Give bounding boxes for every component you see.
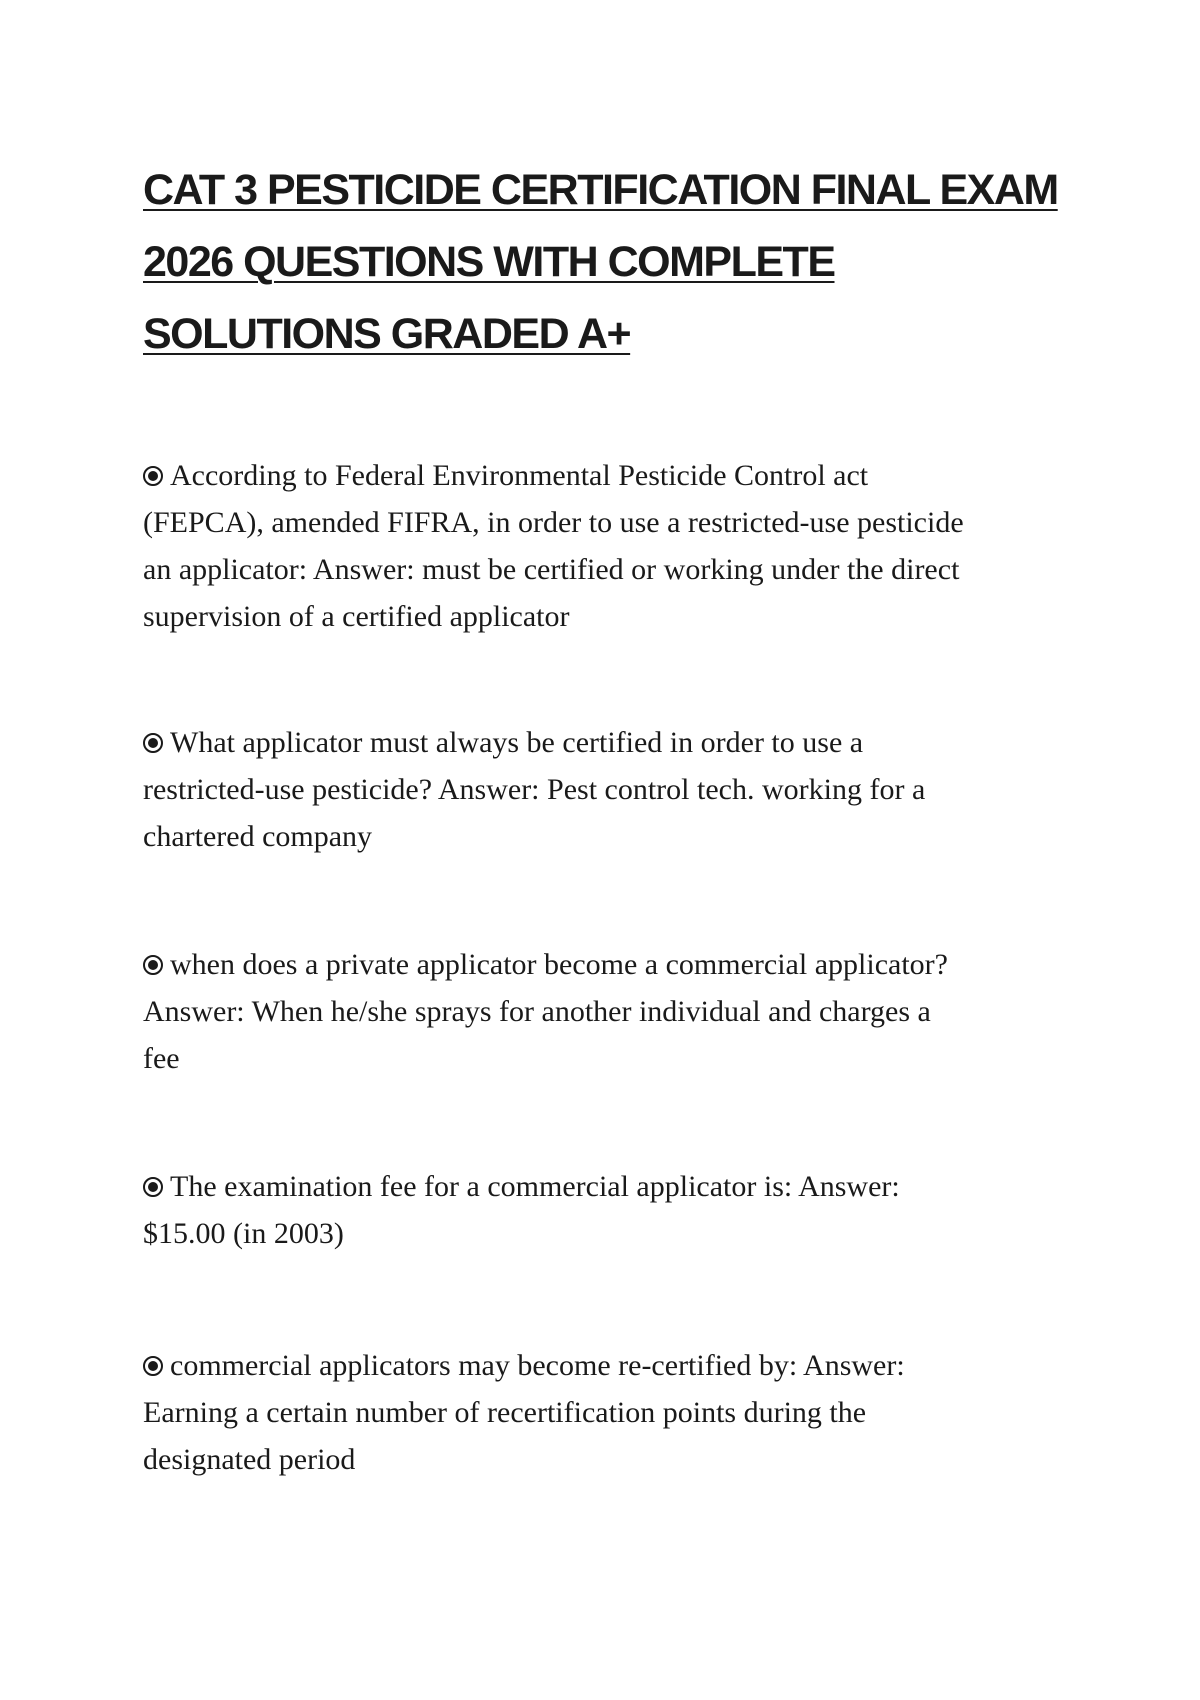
radio-bullet-icon [143,1356,163,1376]
qa-line: fee [143,1042,180,1075]
qa-line: restricted-use pesticide? Answer: Pest control tech. working for a [143,773,926,806]
qa-text: According to Federal Environmental Pesticide Control act [170,459,869,492]
question-answer-item [143,1342,1083,1483]
title-line: SOLUTIONS GRADED A+ [143,310,631,358]
question-answer-item [143,719,1083,860]
qa-line: $15.00 (in 2003) [143,1217,344,1250]
radio-bullet-icon [143,955,163,975]
qa-line: (FEPCA), amended FIFRA, in order to use a restricted-use pesticide [143,506,964,539]
title-line: CAT 3 PESTICIDE CERTIFICATION FINAL EXAM [143,166,1058,214]
qa-line: supervision of a certified applicator [143,600,570,633]
qa-text: commercial applicators may become re-certified by: Answer: [170,1349,905,1382]
question-answer-item [143,1163,1083,1257]
qa-line [143,941,1083,988]
question-answer-item [143,941,1083,1082]
qa-text: The examination fee for a commercial applicator is: Answer: [170,1170,900,1203]
title-line: 2026 QUESTIONS WITH COMPLETE [143,238,835,286]
radio-bullet-icon [143,466,163,486]
radio-bullet-icon [143,733,163,753]
qa-text: What applicator must always be certified in order to use a [170,726,864,759]
qa-line: Answer: When he/she sprays for another individual and charges a [143,995,931,1028]
qa-line: an applicator: Answer: must be certified or working under the direct [143,553,960,586]
qa-line: designated period [143,1443,356,1476]
qa-line [143,1342,1083,1389]
question-answer-item [143,452,1083,640]
qa-text: when does a private applicator become a commercial applicator? [170,948,948,981]
radio-bullet-icon [143,1177,163,1197]
qa-line [143,719,1083,766]
qa-line [143,452,1083,499]
qa-line [143,1163,1083,1210]
qa-line: chartered company [143,820,373,853]
document-title [143,154,1073,370]
qa-line: Earning a certain number of recertification points during the [143,1396,867,1429]
